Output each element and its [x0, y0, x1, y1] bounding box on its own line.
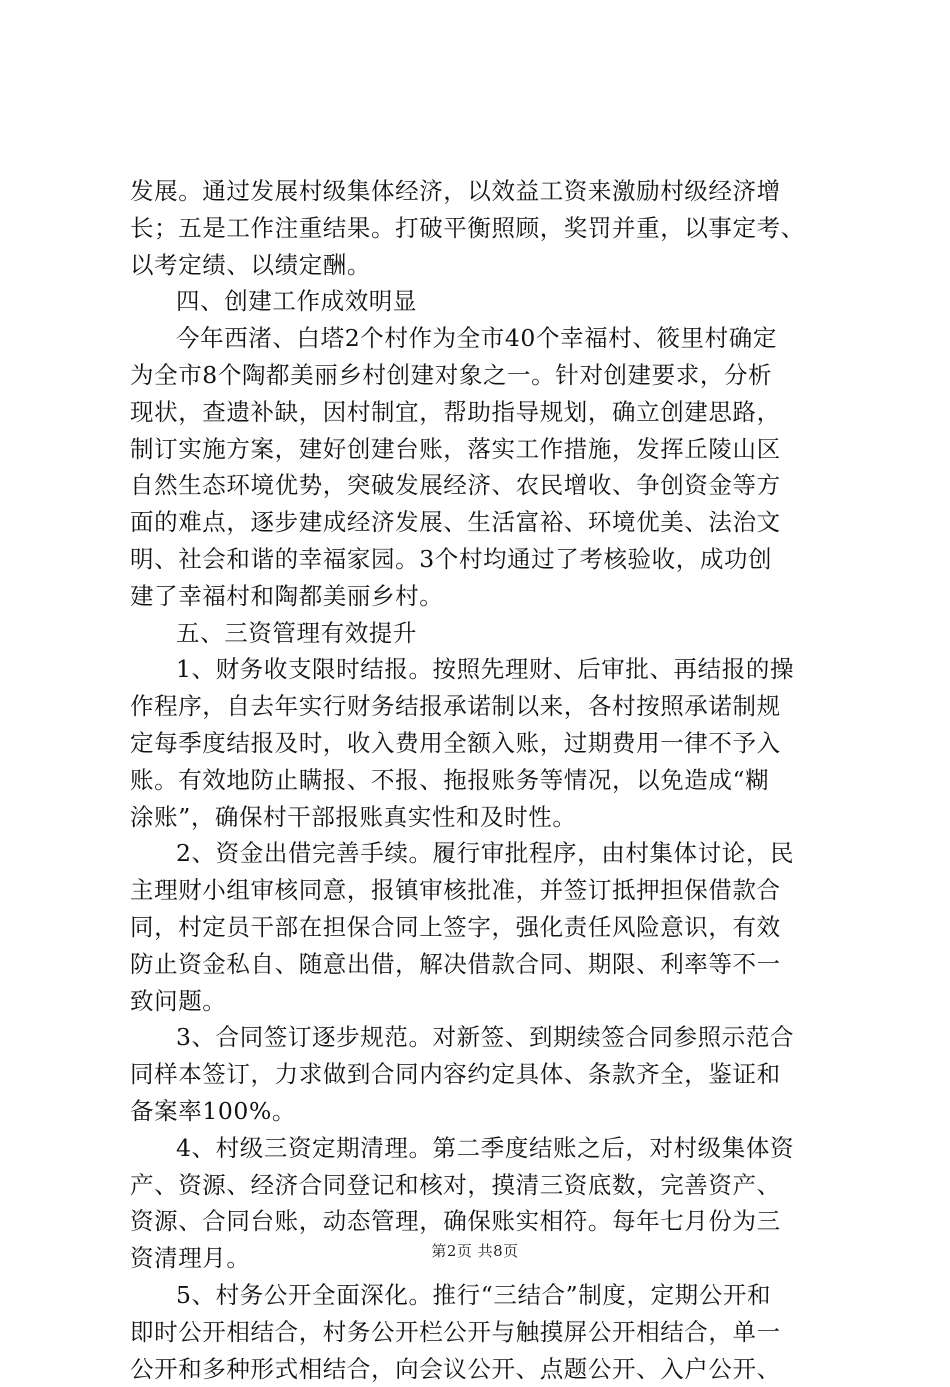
- text-line: 4、村级三资定期清理。第二季度结账之后，对村级集体资: [130, 1130, 830, 1167]
- text-line: 致问题。: [130, 983, 830, 1020]
- text-line: 定每季度结报及时，收入费用全额入账，过期费用一律不予入: [130, 725, 830, 762]
- text-line: 制订实施方案，建好创建台账，落实工作措施，发挥丘陵山区: [130, 431, 830, 468]
- text-line: 资清理月。: [130, 1240, 830, 1277]
- text-line: 今年西渚、白塔2个村作为全市40个幸福村、筱里村确定: [130, 320, 830, 357]
- text-line: 同样本签订，力求做到合同内容约定具体、条款齐全，鉴证和: [130, 1056, 830, 1093]
- text-line: 防止资金私自、随意出借，解决借款合同、期限、利率等不一: [130, 946, 830, 983]
- section-heading: 五、三资管理有效提升: [130, 615, 830, 652]
- text-line: 发展。通过发展村级集体经济，以效益工资来激励村级经济增: [130, 173, 830, 210]
- page-number-footer: 第2页 共8页: [0, 1240, 950, 1261]
- text-line: 建了幸福村和陶都美丽乡村。: [130, 578, 830, 615]
- text-line: 5、村务公开全面深化。推行“三结合”制度，定期公开和: [130, 1277, 830, 1314]
- text-line: 资源、合同台账，动态管理，确保账实相符。每年七月份为三: [130, 1203, 830, 1240]
- text-line: 主理财小组审核同意，报镇审核批准，并签订抵押担保借款合: [130, 872, 830, 909]
- text-line: 公开和多种形式相结合，向会议公开、点题公开、入户公开、: [130, 1351, 830, 1387]
- text-line: 产、资源、经济合同登记和核对，摸清三资底数，完善资产、: [130, 1167, 830, 1204]
- text-line: 1、财务收支限时结报。按照先理财、后审批、再结报的操: [130, 651, 830, 688]
- text-line: 作程序，自去年实行财务结报承诺制以来，各村按照承诺制规: [130, 688, 830, 725]
- text-line: 现状，查遗补缺，因村制宜，帮助指导规划，确立创建思路，: [130, 394, 830, 431]
- text-line: 长；五是工作注重结果。打破平衡照顾，奖罚并重，以事定考、: [130, 210, 830, 247]
- text-line: 以考定绩、以绩定酬。: [130, 247, 830, 284]
- text-line: 为全市8个陶都美丽乡村创建对象之一。针对创建要求，分析: [130, 357, 830, 394]
- text-line: 3、合同签订逐步规范。对新签、到期续签合同参照示范合: [130, 1019, 830, 1056]
- text-line: 面的难点，逐步建成经济发展、生活富裕、环境优美、法治文: [130, 504, 830, 541]
- text-line: 即时公开相结合，村务公开栏公开与触摸屏公开相结合，单一: [130, 1314, 830, 1351]
- section-heading: 四、创建工作成效明显: [130, 283, 830, 320]
- text-line: 同，村定员干部在担保合同上签字，强化责任风险意识，有效: [130, 909, 830, 946]
- body-text: [130, 173, 830, 1387]
- text-line: 自然生态环境优势，突破发展经济、农民增收、争创资金等方: [130, 467, 830, 504]
- text-line: 备案率100%。: [130, 1093, 830, 1130]
- text-line: 2、资金出借完善手续。履行审批程序，由村集体讨论，民: [130, 835, 830, 872]
- text-line: 明、社会和谐的幸福家园。3个村均通过了考核验收，成功创: [130, 541, 830, 578]
- text-line: 涂账”，确保村干部报账真实性和及时性。: [130, 799, 830, 836]
- text-line: 账。有效地防止瞒报、不报、拖报账务等情况，以免造成“糊: [130, 762, 830, 799]
